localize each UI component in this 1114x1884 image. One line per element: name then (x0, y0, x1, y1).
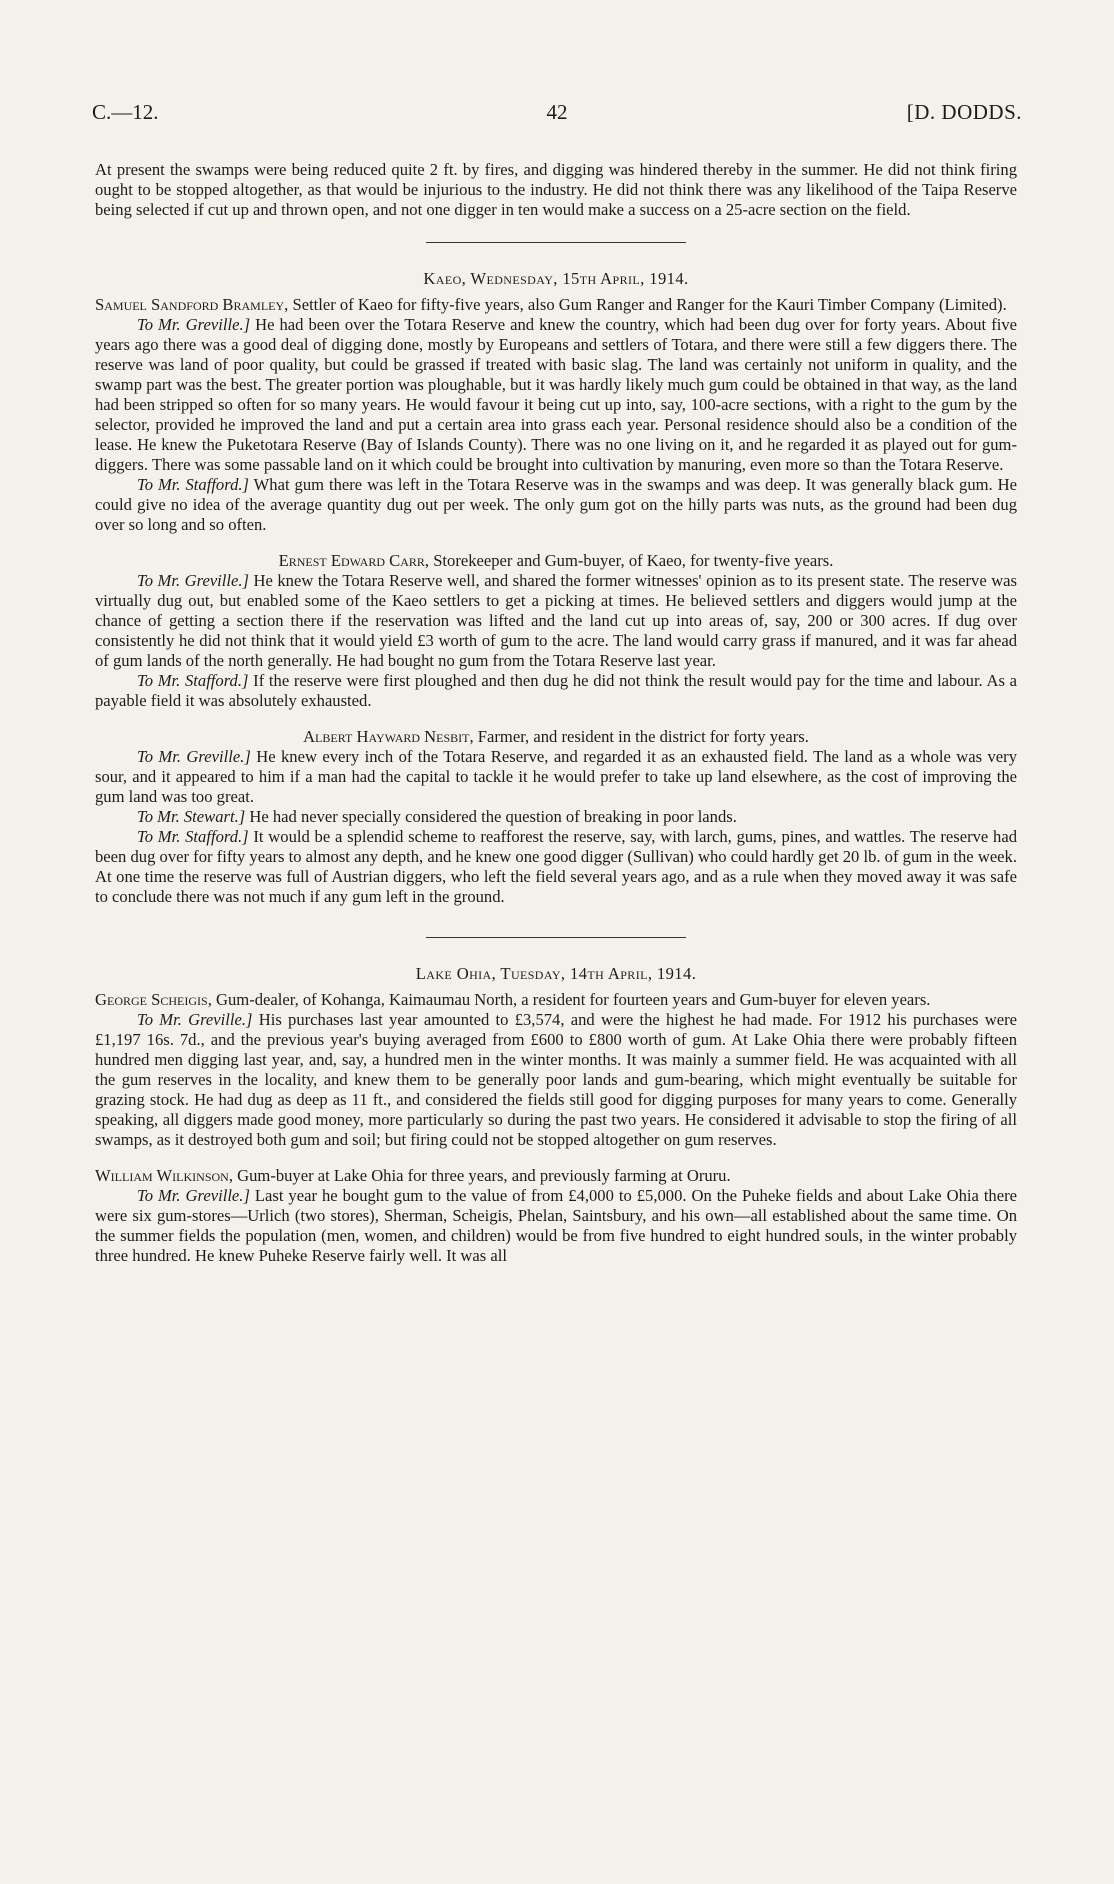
witness-carr-intro (95, 551, 1017, 571)
testimony-paragraph (95, 671, 1017, 711)
examiner-label: To Mr. Greville.] (137, 571, 249, 590)
page-content (95, 160, 1017, 1266)
testimony-paragraph (95, 571, 1017, 671)
page-number: 42 (546, 100, 568, 124)
testimony-paragraph (95, 1010, 1017, 1150)
testimony-paragraph (95, 1186, 1017, 1266)
testimony-text: He knew the Totara Reserve well, and shared the former witnesses' opinion as to its present state. The reserve was virtually dug out, but enabled some of the Kaeo settlers to get a picking at times. He believed settlers and diggers would jump at the chance of getting a section there if the reservation was lifted and the land cut up into areas of, say, 200 or 300 acres. If dug over consistently he did not think that it would yield £3 worth of gum to the acre. The land would carry grass if manured, and it was far ahead of gum lands of the north generally. He had bought no gum from the Totara Reserve last year. (95, 571, 1018, 670)
examiner-label: To Mr. Stafford.] (137, 475, 249, 494)
witness-name: Ernest Edward Carr (278, 551, 425, 570)
testimony-text: Last year he bought gum to the value of from £4,000 to £5,000. On the Puheke fields and about Lake Ohia there were six gum-stores—Urlich (two stores), Sherman, Scheigis, Phelan, Saintsbury, and his own—all established about the same time. On the summer fields the population (men, women, and children) would be from five hundred to eight hundred souls, in the winter probably three hundred. He knew Puheke Reserve fairly well. It was all (95, 1186, 1017, 1265)
testimony-text: He knew every inch of the Totara Reserve, and regarded it as an exhausted field. The land as a whole was very sour, and it appeared to him if a man had the capital to tackle it he would prefer to take up land elsewhere, as the cost of improving the gum land was too great. (95, 747, 1017, 806)
witness-wilkinson-intro (95, 1166, 1017, 1186)
spacer (95, 711, 1017, 727)
page-header (92, 100, 1022, 134)
examiner-label: To Mr. Greville.] (137, 1010, 253, 1029)
examiner-label: To Mr. Greville.] (137, 1186, 250, 1205)
examiner-label: To Mr. Stafford.] (137, 671, 249, 690)
spacer (95, 1150, 1017, 1166)
spacer (95, 535, 1017, 551)
testimony-text: It would be a splendid scheme to reafforest the reserve, say, with larch, gums, pines, and wattles. The reserve had been dug over for fifty years to almost any depth, and he knew one good digger (Sullivan) who could hardly get 20 lb. of gum in the week. At one time the reserve was full of Austrian diggers, who left the field several years ago, and as a rule when they moved away it was safe to conclude there was not much if any gum left in the ground. (95, 827, 1017, 906)
examiner-label: To Mr. Greville.] (137, 747, 251, 766)
witness-name: George Scheigis (95, 990, 208, 1009)
section-divider (426, 242, 686, 243)
section-heading-kaeo: Kaeo, Wednesday, 15th April, 1914. (423, 269, 689, 288)
witness-name: Albert Hayward Nesbit (303, 727, 470, 746)
witness-nesbit-intro (95, 727, 1017, 747)
witness-running-head: [D. DODDS. (906, 100, 1022, 124)
witness-description: , Storekeeper and Gum-buyer, of Kaeo, for twenty-five years. (424, 551, 834, 570)
testimony-text: What gum there was left in the Totara Reserve was in the swamps and was deep. It was generally black gum. He could give no idea of the average quantity dug out per week. The only gum got on the hilly parts was nuts, as the ground had been dug over so long and so often. (95, 475, 1018, 534)
section-divider (426, 937, 686, 938)
testimony-paragraph (95, 807, 1017, 827)
testimony-paragraph (95, 747, 1017, 807)
witness-scheigis-intro (95, 990, 1017, 1010)
section-heading-lake-ohia: Lake Ohia, Tuesday, 14th April, 1914. (415, 964, 697, 983)
testimony-text: He had been over the Totara Reserve and knew the country, which had been dug over for forty years. About five years ago there was a good deal of digging done, mostly by Europeans and settlers of Totara, and there were still a few diggers there. The reserve was land of poor quality, but could be grassed if treated with basic slag. The land was certainly not uniform in quality, and the swamp part was the best. The greater portion was ploughable, but it was hardly likely much gum could be obtained in that way, as the land had been stripped so often for so many years. He would favour it being cut up into, say, 100-acre sections, with a right to the gum by the selector, provided he improved the land and put a certain area into grass each year. Personal residence should also be a condition of the lease. He knew the Puketotara Reserve (Bay of Islands County). There was no one living on it, and he regarded it as played out for gum-diggers. There was some passable land on it which could be brought into cultivation by manuring, even more so than the Totara Reserve. (95, 315, 1017, 474)
testimony-paragraph (95, 827, 1017, 907)
document-reference: C.—12. (92, 100, 159, 124)
witness-description: , Farmer, and resident in the district for forty years. (469, 727, 809, 746)
examiner-label: To Mr. Stewart.] (137, 807, 246, 826)
witness-description: , Gum-dealer, of Kohanga, Kaimaumau North, a resident for fourteen years and Gum-buyer for eleven years. (207, 990, 931, 1009)
examiner-label: To Mr. Stafford.] (137, 827, 249, 846)
testimony-paragraph (95, 315, 1017, 475)
testimony-text: If the reserve were first ploughed and then dug he did not think the result would pay for the time and labour. As a payable field it was absolutely exhausted. (95, 671, 1017, 710)
testimony-text: His purchases last year amounted to £3,574, and were the highest he had made. For 1912 his purchases were £1,197 16s. 7d., and the previous year's buying averaged from £600 to £800 worth of gum. At Lake Ohia there were probably fifteen hundred men digging last year, and, say, a hundred men in the winter months. It was mainly a summer field. He was acquainted with all the gum reserves in the locality, and knew them to be generally poor lands and gum-bearing, which might eventually be suitable for grazing stock. He had dug as deep as 11 ft., and considered the fields still good for digging purposes for many years to come. Generally speaking, all diggers made good money, more particularly so during the past two years. He considered it advisable to stop the firing of all swamps, as it destroyed both gum and soil; but firing could not be stopped altogether on gum reserves. (95, 1010, 1017, 1149)
witness-name: William Wilkinson (95, 1166, 229, 1185)
witness-bramley-intro (95, 295, 1017, 315)
examiner-label: To Mr. Greville.] (137, 315, 251, 334)
testimony-text: He had never specially considered the question of breaking in poor lands. (245, 807, 737, 826)
witness-name: Samuel Sandford Bramley (95, 295, 285, 314)
testimony-paragraph (95, 475, 1017, 535)
intro-paragraph: At present the swamps were being reduced quite 2 ft. by fires, and digging was hindered thereby in the summer. He did not think firing ought to be stopped altogether, as that would be injurious to the industry. He did not think there was any likelihood of the Taipa Reserve being selected if cut up and thrown open, and not one digger in ten would make a success on a 25-acre section on the field. (95, 160, 1017, 219)
witness-description: , Settler of Kaeo for fifty-five years, also Gum Ranger and Ranger for the Kauri Timber Company (Limited). (284, 295, 1007, 314)
witness-description: , Gum-buyer at Lake Ohia for three years, and previously farming at Oruru. (228, 1166, 731, 1185)
